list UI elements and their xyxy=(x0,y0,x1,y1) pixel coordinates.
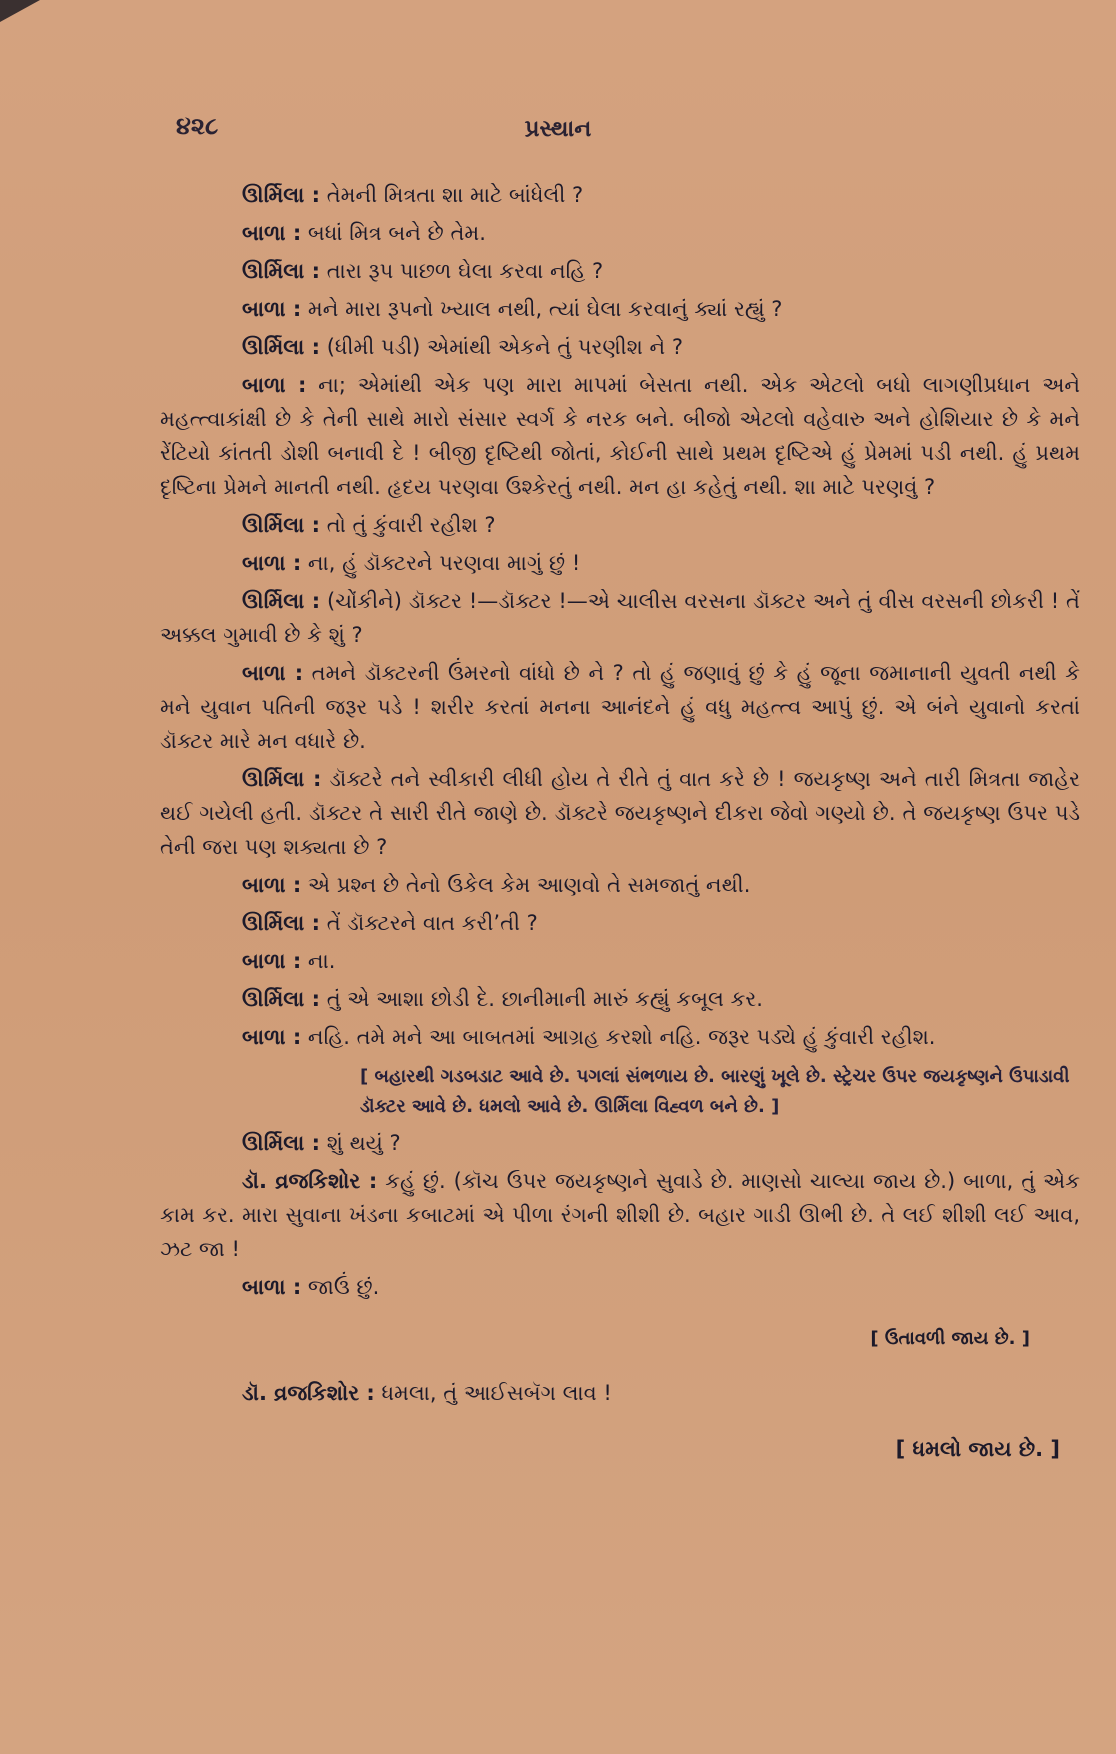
speaker-name: ઊર્મિલા : xyxy=(242,987,321,1011)
dialogue-text: તો તું કુંવારી રહીશ ? xyxy=(320,513,496,537)
speaker-name: બાળા : xyxy=(242,1025,302,1049)
dialogue-text: તમને ડૉક્ટરની ઉંમરનો વાંધો છે ને ? તો હું જણાવું છું કે હું જૂના જમાનાની યુવતી નથી કે મને યુવાન પતિની જરૂર પડે ! શરીર કરતાં મનના આનંદને હું વધુ મહત્ત્વ આપું છું. એ બંને યુવાનો કરતાં ડૉક્ટર મારે મન વધારે છે. xyxy=(160,661,1080,753)
speaker-name: ઊર્મિલા : xyxy=(242,589,321,613)
page-header xyxy=(0,112,1116,152)
dialogue-line xyxy=(160,584,1080,652)
speaker-name: ઊર્મિલા : xyxy=(242,767,322,791)
dialogue-line xyxy=(160,656,1080,758)
dialogue-line xyxy=(160,944,1080,978)
dialogue-block-1 xyxy=(160,178,1080,1054)
dialogue-text: તું એ આશા છોડી દે. છાનીમાની મારું કહ્યું કબૂલ કર. xyxy=(320,987,763,1011)
speaker-name: ઊર્મિલા : xyxy=(242,513,321,537)
dialogue-line xyxy=(160,1020,1080,1054)
dialogue-block-3 xyxy=(160,1376,1080,1410)
torn-corner xyxy=(0,0,40,22)
dialogue-line xyxy=(160,906,1080,940)
dialogue-line xyxy=(160,1270,1080,1304)
speaker-name: બાળા : xyxy=(242,221,302,245)
dialogue-block-2 xyxy=(160,1126,1080,1304)
speaker-name: ઊર્મિલા : xyxy=(242,335,321,359)
dialogue-text: મને મારા રૂપનો ખ્યાલ નથી, ત્યાં ઘેલા કરવાનું ક્યાં રહ્યું ? xyxy=(301,297,783,321)
speaker-name: બાળા : xyxy=(242,297,302,321)
dialogue-text: એ પ્રશ્ન છે તેનો ઉકેલ કેમ આણવો તે સમજાતું નથી. xyxy=(301,873,751,897)
dialogue-text: બધાં મિત્ર બને છે તેમ. xyxy=(301,221,486,245)
dialogue-line xyxy=(160,1164,1080,1266)
stage-direction: [ બહારથી ગડબડાટ આવે છે. પગલાં સંભળાય છે. બારણું ખૂલે છે. સ્ટ્રેચર ઉપર જયકૃષ્ણને ઉપાડાવી ડૉક્ટર આવે છે. ધમલો આવે છે. ઊર્મિલા વિહ્વળ બને છે. ] xyxy=(360,1066,1070,1117)
stage-direction: [ ધમલો જાય છે. ] xyxy=(895,1437,1060,1461)
dialogue-line xyxy=(160,292,1080,326)
dialogue-line xyxy=(160,982,1080,1016)
page-number: ૪૨૮ xyxy=(176,112,219,140)
dialogue-line xyxy=(160,178,1080,212)
speaker-name: ઊર્મિલા : xyxy=(242,259,321,283)
dialogue-text: ના; એમાંથી એક પણ મારા માપમાં બેસતા નથી. એક એટલો બધો લાગણીપ્રધાન અને મહત્ત્વાકાંક્ષી છે કે તેની સાથે મારો સંસાર સ્વર્ગ કે નરક બને. બીજો એટલો વહેવારુ અને હોશિયાર છે કે મને રેંટિયો કાંતતી ડોશી બનાવી દે ! બીજી દૃષ્ટિથી જોતાં, કોઈની સાથે પ્રથમ દૃષ્ટિએ હું પ્રેમમાં પડી નથી. હું પ્રથમ દૃષ્ટિના પ્રેમને માનતી નથી. હૃદય પરણવા ઉશ્કેરતું નથી. મન હા કહેતું નથી. શા માટે પરણવું ? xyxy=(160,373,1080,499)
dialogue-text: ના, હું ડૉક્ટરને પરણવા માગું છું ! xyxy=(301,551,581,575)
dialogue-text: (ચોંકીને) ડૉક્ટર !—ડૉક્ટર !—એ ચાલીસ વરસના ડૉક્ટર અને તું વીસ વરસની છોકરી ! તેં અક્કલ ગુમાવી છે કે શું ? xyxy=(160,589,1080,647)
speaker-name: બાળા : xyxy=(242,1275,302,1299)
dialogue-line xyxy=(160,254,1080,288)
speaker-name: બાળા : xyxy=(242,551,302,575)
speaker-name: બાળા : xyxy=(242,661,304,685)
dialogue-text: તેમની મિત્રતા શા માટે બાંધેલી ? xyxy=(320,183,584,207)
speaker-name: ડૉ. વ્રજકિશોર : xyxy=(242,1169,378,1193)
dialogue-line xyxy=(160,508,1080,542)
running-title: પ્રસ્થાન xyxy=(524,116,592,142)
speaker-name: બાળા : xyxy=(242,949,302,973)
dialogue-text: શું થયું ? xyxy=(320,1131,401,1155)
stage-direction: [ ઉતાવળી જાય છે. ] xyxy=(870,1328,1030,1349)
speaker-name: બાળા : xyxy=(242,873,302,897)
dialogue-text: કહું છું. (કૉચ ઉપર જયકૃષ્ણને સુવાડે છે. માણસો ચાલ્યા જાય છે.) બાળા, તું એક કામ કર. મારા સુવાના ખંડના કબાટમાં એ પીળા રંગની શીશી છે. બહાર ગાડી ઊભી છે. તે લઈ શીશી લઈ આવ, ઝટ જા ! xyxy=(160,1169,1081,1261)
dialogue-text: ડૉક્ટરે તને સ્વીકારી લીધી હોય તે રીતે તું વાત કરે છે ! જયકૃષ્ણ અને તારી મિત્રતા જાહેર થઈ ગયેલી હતી. ડૉક્ટર તે સારી રીતે જાણે છે. ડૉક્ટરે જયકૃષ્ણને દીકરા જેવો ગણ્યો છે. તે જયકૃષ્ણ ઉપર પડે તેની જરા પણ શક્યતા છે ? xyxy=(160,767,1080,859)
speaker-name: ઊર્મિલા : xyxy=(242,183,321,207)
dialogue-line xyxy=(160,546,1080,580)
dialogue-line xyxy=(160,1376,1080,1410)
dialogue-text: (ધીમી પડી) એમાંથી એકને તું પરણીશ ને ? xyxy=(320,335,683,359)
dialogue-text: તારા રૂપ પાછળ ઘેલા કરવા નહિ ? xyxy=(320,259,604,283)
speaker-name: બાળા : xyxy=(242,373,307,397)
dialogue-text: નહિ. તમે મને આ બાબતમાં આગ્રહ કરશો નહિ. જરૂર પડ્યે હું કુંવારી રહીશ. xyxy=(301,1025,936,1049)
speaker-name: ઊર્મિલા : xyxy=(242,1131,321,1155)
dialogue-line xyxy=(160,762,1080,864)
dialogue-text: જાઉં છું. xyxy=(301,1275,380,1299)
speaker-name: ઊર્મિલા : xyxy=(242,911,321,935)
page-body xyxy=(160,178,1080,1466)
dialogue-line xyxy=(160,868,1080,902)
dialogue-line xyxy=(160,368,1080,504)
dialogue-text: ના. xyxy=(301,949,336,973)
dialogue-text: ધમલા, તું આઈસબૅગ લાવ ! xyxy=(374,1381,612,1405)
speaker-name: ડૉ. વ્રજકિશોર : xyxy=(242,1381,375,1405)
dialogue-text: તેં ડૉક્ટરને વાત કરી’તી ? xyxy=(320,911,538,935)
dialogue-line xyxy=(160,216,1080,250)
dialogue-line xyxy=(160,330,1080,364)
dialogue-line xyxy=(160,1126,1080,1160)
